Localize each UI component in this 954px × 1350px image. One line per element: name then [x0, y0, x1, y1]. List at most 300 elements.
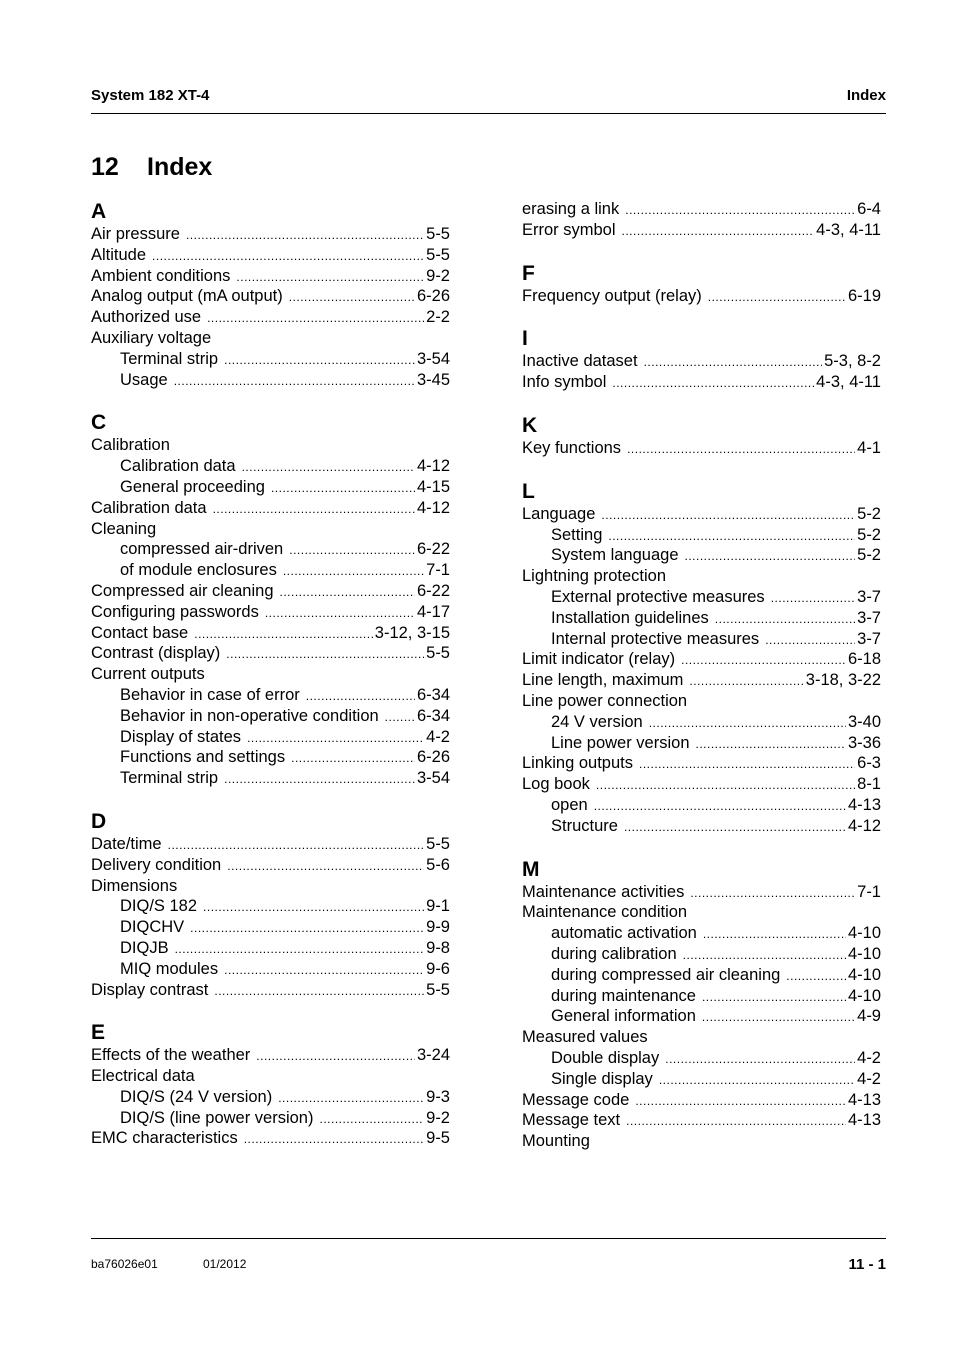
dot-leader [289, 287, 415, 308]
index-entry [522, 566, 881, 587]
dot-leader [639, 754, 855, 775]
index-term: compressed air-driven [120, 540, 284, 559]
index-subentry [91, 560, 450, 581]
dot-leader [174, 371, 415, 392]
dot-leader [186, 225, 424, 246]
index-entry [91, 623, 450, 644]
index-entry [91, 498, 450, 519]
dot-leader [703, 924, 846, 945]
footer-page-number: 11 - 1 [848, 1256, 886, 1273]
dot-leader [224, 350, 415, 371]
index-term: Calibration data [120, 457, 236, 476]
index-entry [522, 438, 881, 459]
index-entry [91, 1128, 450, 1149]
dot-leader [236, 267, 424, 288]
index-entry [91, 224, 450, 245]
index-page-ref: 8-1 [857, 775, 881, 794]
index-subentry [91, 477, 450, 498]
index-term: of module enclosures [120, 561, 277, 580]
index-page-ref: 9-2 [426, 1108, 450, 1127]
dot-leader [256, 1046, 415, 1067]
index-entry [91, 328, 450, 349]
index-section [522, 413, 881, 459]
dot-leader [306, 686, 415, 707]
index-subentry [91, 706, 450, 727]
index-term: during maintenance [551, 986, 696, 1005]
index-term: Ambient conditions [91, 266, 231, 285]
index-section [522, 479, 881, 837]
chapter-number: 12 [91, 153, 119, 181]
dot-leader [385, 707, 415, 728]
index-letter-heading: M [522, 857, 540, 881]
index-entry [522, 774, 881, 795]
dot-leader [213, 499, 415, 520]
index-page-ref: 6-34 [416, 706, 450, 725]
index-subentry [522, 965, 881, 986]
index-term: Cleaning [91, 519, 157, 538]
index-page-ref: 7-1 [857, 882, 881, 901]
dot-leader [596, 775, 855, 796]
index-subentry [91, 896, 450, 917]
index-term: Line length, maximum [522, 671, 684, 690]
dot-leader [152, 246, 424, 267]
index-entry [91, 664, 450, 685]
dot-leader [608, 526, 855, 547]
index-page-ref: 6-19 [847, 286, 881, 305]
index-page-ref: 4-12 [416, 457, 450, 476]
index-section [522, 857, 881, 1152]
dot-leader [289, 540, 415, 561]
index-letter-heading: K [522, 413, 538, 437]
index-letter-heading: D [91, 809, 107, 833]
dot-leader [612, 373, 814, 394]
dot-leader [278, 1088, 424, 1109]
index-term: Maintenance condition [522, 903, 688, 922]
index-term: Functions and settings [120, 748, 286, 767]
index-term: Message code [522, 1090, 630, 1109]
index-subentry [522, 525, 881, 546]
index-term: Line power connection [522, 691, 688, 710]
index-page-ref: 6-3 [857, 754, 881, 773]
index-subentry [91, 685, 450, 706]
index-term: automatic activation [551, 924, 697, 943]
index-page-ref: 3-24 [416, 1046, 450, 1065]
index-subentry [91, 768, 450, 789]
index-term: Line power version [551, 733, 690, 752]
index-entry [91, 519, 450, 540]
index-term: Info symbol [522, 373, 607, 392]
dot-leader [683, 945, 846, 966]
index-subentry [91, 456, 450, 477]
dot-leader [224, 769, 415, 790]
dot-leader [291, 748, 415, 769]
index-term: Dimensions [91, 876, 178, 895]
index-page-ref: 3-54 [416, 349, 450, 368]
dot-leader [627, 439, 855, 460]
index-term: System language [551, 546, 679, 565]
index-term: Authorized use [91, 308, 202, 327]
index-page-ref: 7-1 [426, 561, 450, 580]
dot-leader [601, 505, 855, 526]
index-entry [522, 199, 881, 220]
index-page-ref: 9-9 [426, 918, 450, 937]
index-entry [522, 670, 881, 691]
index-entry [522, 1110, 881, 1131]
index-term: open [551, 795, 588, 814]
index-page-ref: 5-5 [426, 245, 450, 264]
index-subentry [522, 608, 881, 629]
index-page-ref: 4-9 [857, 1007, 881, 1026]
dot-leader [224, 960, 424, 981]
index-term: Linking outputs [522, 754, 633, 773]
dot-leader [690, 883, 855, 904]
dot-leader [203, 897, 424, 918]
index-entry [522, 902, 881, 923]
dot-leader [227, 856, 424, 877]
dot-leader [271, 478, 415, 499]
index-subentry [91, 1087, 450, 1108]
dot-leader [280, 582, 415, 603]
index-term: Terminal strip [120, 349, 219, 368]
index-page-ref: 6-26 [416, 287, 450, 306]
index-letter-heading: F [522, 261, 535, 285]
chapter-title: Index [147, 153, 213, 181]
index-term: Internal protective measures [551, 629, 760, 648]
index-term: Date/time [91, 834, 162, 853]
index-entry [522, 1090, 881, 1111]
index-page-ref: 5-2 [857, 546, 881, 565]
index-term: Calibration [91, 436, 170, 455]
index-entry [522, 504, 881, 525]
index-subentry [522, 795, 881, 816]
dot-leader [283, 561, 424, 582]
index-page-ref: 4-15 [416, 477, 450, 496]
index-subentry [522, 986, 881, 1007]
dot-leader [659, 1070, 855, 1091]
index-term: Frequency output (relay) [522, 286, 702, 305]
index-entry [91, 1066, 450, 1087]
index-page-ref: 4-10 [847, 986, 881, 1005]
index-page-ref: 5-6 [426, 855, 450, 874]
index-page-ref: 6-34 [416, 685, 450, 704]
dot-leader [190, 918, 424, 939]
index-term: EMC characteristics [91, 1129, 238, 1148]
index-page-ref: 4-1 [857, 438, 881, 457]
dot-leader [689, 671, 803, 692]
dot-leader [715, 609, 855, 630]
index-term: Terminal strip [120, 769, 219, 788]
index-term: Contrast (display) [91, 644, 221, 663]
index-term: DIQ/S 182 [120, 897, 198, 916]
index-page-ref: 3-45 [416, 370, 450, 389]
index-page-ref: 4-2 [857, 1048, 881, 1067]
dot-leader [649, 713, 846, 734]
index-page-ref: 9-3 [426, 1087, 450, 1106]
index-page-ref: 4-2 [426, 727, 450, 746]
index-letter-heading: I [522, 327, 528, 351]
index-subentry [91, 747, 450, 768]
index-entry [91, 855, 450, 876]
index-term: Key functions [522, 438, 622, 457]
dot-leader [242, 457, 415, 478]
dot-leader [685, 546, 856, 567]
index-letter-heading: A [91, 200, 107, 223]
index-term: General information [551, 1007, 696, 1026]
dot-leader [665, 1049, 855, 1070]
index-term: DIQCHV [120, 918, 185, 937]
index-letter-heading: C [91, 411, 107, 435]
index-subentry [522, 923, 881, 944]
index-subentry [522, 545, 881, 566]
index-term: Behavior in case of error [120, 685, 300, 704]
footer-date: 01/2012 [203, 1257, 247, 1271]
index-term: Current outputs [91, 665, 205, 684]
index-term: Air pressure [91, 225, 180, 243]
index-page-ref: 9-1 [426, 897, 450, 916]
index-entry [91, 1045, 450, 1066]
index-section [91, 199, 450, 390]
index-page-ref: 6-26 [416, 748, 450, 767]
running-header-title: System 182 XT-4 [91, 87, 210, 104]
footer-rule [91, 1238, 886, 1239]
index-section [522, 261, 881, 307]
index-page-ref: 4-12 [416, 498, 450, 517]
dot-leader [626, 1111, 846, 1132]
index-term: Compressed air cleaning [91, 581, 274, 600]
index-subentry [522, 944, 881, 965]
index-page-ref: 5-5 [426, 834, 450, 853]
index-term: Lightning protection [522, 567, 667, 586]
index-term: Maintenance activities [522, 882, 685, 901]
index-section [91, 1020, 450, 1149]
index-entry [91, 307, 450, 328]
index-column-left [91, 199, 450, 1169]
index-subentry [91, 370, 450, 391]
dot-leader [635, 1091, 846, 1112]
index-term: Language [522, 504, 596, 523]
index-page-ref: 5-2 [857, 504, 881, 523]
index-subentry [522, 587, 881, 608]
index-subentry [91, 938, 450, 959]
index-term: Mounting [522, 1132, 590, 1151]
index-subentry [522, 1006, 881, 1027]
index-page-ref: 9-6 [426, 959, 450, 978]
index-page-ref: 3-18, 3-22 [805, 671, 881, 690]
index-entry [522, 691, 881, 712]
index-term: Display contrast [91, 980, 209, 999]
index-page-ref: 6-22 [416, 540, 450, 559]
dot-leader [622, 221, 815, 242]
index-page-ref: 6-18 [847, 650, 881, 669]
dot-leader [644, 352, 823, 373]
index-term: DIQJB [120, 938, 169, 957]
index-entry [91, 834, 450, 855]
index-page-ref: 4-2 [857, 1069, 881, 1088]
running-header-section: Index [846, 87, 886, 104]
index-term: Measured values [522, 1028, 648, 1047]
index-page-ref: 4-3, 4-11 [816, 220, 881, 239]
index-subentry [91, 917, 450, 938]
index-page-ref: 3-36 [847, 733, 881, 752]
index-term: Analog output (mA output) [91, 287, 283, 306]
index-term: Electrical data [91, 1067, 195, 1086]
index-term: Behavior in non-operative condition [120, 706, 379, 725]
index-subentry [522, 712, 881, 733]
index-subentry [91, 727, 450, 748]
index-page-ref: 9-5 [426, 1129, 450, 1148]
index-page-ref: 6-4 [857, 200, 881, 218]
index-letter-heading: L [522, 479, 535, 503]
index-subentry [91, 1108, 450, 1129]
dot-leader [247, 728, 424, 749]
index-entry [91, 245, 450, 266]
index-entry [522, 1131, 881, 1152]
index-term: Single display [551, 1069, 653, 1088]
dot-leader [771, 588, 855, 609]
index-section [91, 410, 450, 789]
index-subentry [91, 539, 450, 560]
index-term: Structure [551, 816, 618, 835]
index-subentry [522, 816, 881, 837]
header-rule [91, 113, 886, 114]
dot-leader [625, 200, 855, 221]
index-entry [522, 286, 881, 307]
index-subentry [522, 629, 881, 650]
index-page-ref: 9-8 [426, 938, 450, 957]
dot-leader [708, 287, 846, 308]
index-entry [522, 882, 881, 903]
index-entry [91, 286, 450, 307]
index-page-ref: 5-5 [426, 980, 450, 999]
index-entry [91, 581, 450, 602]
index-page-ref: 3-7 [857, 587, 881, 606]
dot-leader [786, 966, 846, 987]
dot-leader [214, 981, 424, 1002]
index-page-ref: 5-2 [857, 525, 881, 544]
index-term: Log book [522, 775, 590, 794]
index-page-ref: 4-10 [847, 944, 881, 963]
index-term: Usage [120, 370, 168, 389]
index-page-ref: 3-54 [416, 769, 450, 788]
index-subentry [91, 349, 450, 370]
chapter-heading [91, 152, 212, 182]
index-term: External protective measures [551, 587, 765, 606]
dot-leader [207, 308, 424, 329]
index-page-ref: 4-10 [847, 965, 881, 984]
dot-leader [265, 603, 415, 624]
index-entry [522, 649, 881, 670]
index-term: Configuring passwords [91, 602, 259, 621]
index-term: Setting [551, 525, 603, 544]
index-page-ref: 3-7 [857, 629, 881, 648]
index-subentry [522, 1069, 881, 1090]
footer-doc-id: ba76026e01 [91, 1257, 158, 1271]
index-entry [522, 220, 881, 241]
index-subentry [522, 733, 881, 754]
index-page-ref: 5-5 [426, 225, 450, 243]
index-column-right [522, 199, 881, 1172]
index-page-ref: 5-3, 8-2 [824, 352, 881, 371]
dot-leader [244, 1129, 424, 1150]
index-term: Contact base [91, 623, 189, 642]
dot-leader [696, 734, 846, 755]
dot-leader [175, 939, 425, 960]
index-section [91, 809, 450, 1000]
dot-leader [194, 624, 373, 645]
index-page-ref: 4-3, 4-11 [816, 373, 881, 392]
index-entry [91, 266, 450, 287]
dot-leader [319, 1109, 424, 1130]
index-term: 24 V version [551, 712, 643, 731]
index-term: erasing a link [522, 200, 620, 218]
index-term: Auxiliary voltage [91, 328, 212, 347]
dot-leader [624, 817, 846, 838]
index-entry [91, 602, 450, 623]
index-entry [522, 753, 881, 774]
index-page-ref: 4-13 [847, 1111, 881, 1130]
index-term: Installation guidelines [551, 608, 709, 627]
index-page-ref: 2-2 [426, 308, 450, 327]
index-term: during compressed air cleaning [551, 965, 781, 984]
index-page-ref: 9-2 [426, 266, 450, 285]
index-page-ref: 4-13 [847, 795, 881, 814]
index-page-ref: 4-17 [416, 602, 450, 621]
index-letter-heading: E [91, 1021, 106, 1045]
index-entry [91, 980, 450, 1001]
index-term: DIQ/S (24 V version) [120, 1087, 273, 1106]
dot-leader [702, 1007, 855, 1028]
dot-leader [594, 796, 846, 817]
index-section [522, 326, 881, 393]
index-page-ref: 4-12 [847, 816, 881, 835]
dot-leader [702, 987, 846, 1008]
index-page-ref: 4-13 [847, 1090, 881, 1109]
index-subentry [522, 1048, 881, 1069]
index-entry [91, 876, 450, 897]
index-term: DIQ/S (line power version) [120, 1108, 314, 1127]
index-entry [91, 435, 450, 456]
index-term: Calibration data [91, 498, 207, 517]
index-term: Altitude [91, 245, 147, 264]
index-page-ref: 3-40 [847, 712, 881, 731]
index-section [522, 199, 881, 241]
index-entry [91, 643, 450, 664]
index-term: during calibration [551, 944, 677, 963]
index-entry [522, 1027, 881, 1048]
index-term: Delivery condition [91, 855, 222, 874]
dot-leader [681, 650, 846, 671]
index-entry [522, 372, 881, 393]
dot-leader [168, 835, 425, 856]
index-term: Message text [522, 1111, 621, 1130]
index-term: General proceeding [120, 477, 265, 496]
index-term: Error symbol [522, 220, 616, 239]
dot-leader [226, 644, 424, 665]
index-term: Limit indicator (relay) [522, 650, 676, 669]
index-term: Display of states [120, 727, 242, 746]
index-term: Inactive dataset [522, 352, 638, 371]
index-term: Effects of the weather [91, 1046, 251, 1065]
index-entry [522, 351, 881, 372]
index-subentry [91, 959, 450, 980]
index-page-ref: 5-5 [426, 644, 450, 663]
index-page-ref: 6-22 [416, 581, 450, 600]
index-page-ref: 3-12, 3-15 [374, 623, 450, 642]
index-term: Double display [551, 1048, 660, 1067]
index-term: MIQ modules [120, 959, 219, 978]
index-page-ref: 4-10 [847, 924, 881, 943]
dot-leader [765, 630, 855, 651]
